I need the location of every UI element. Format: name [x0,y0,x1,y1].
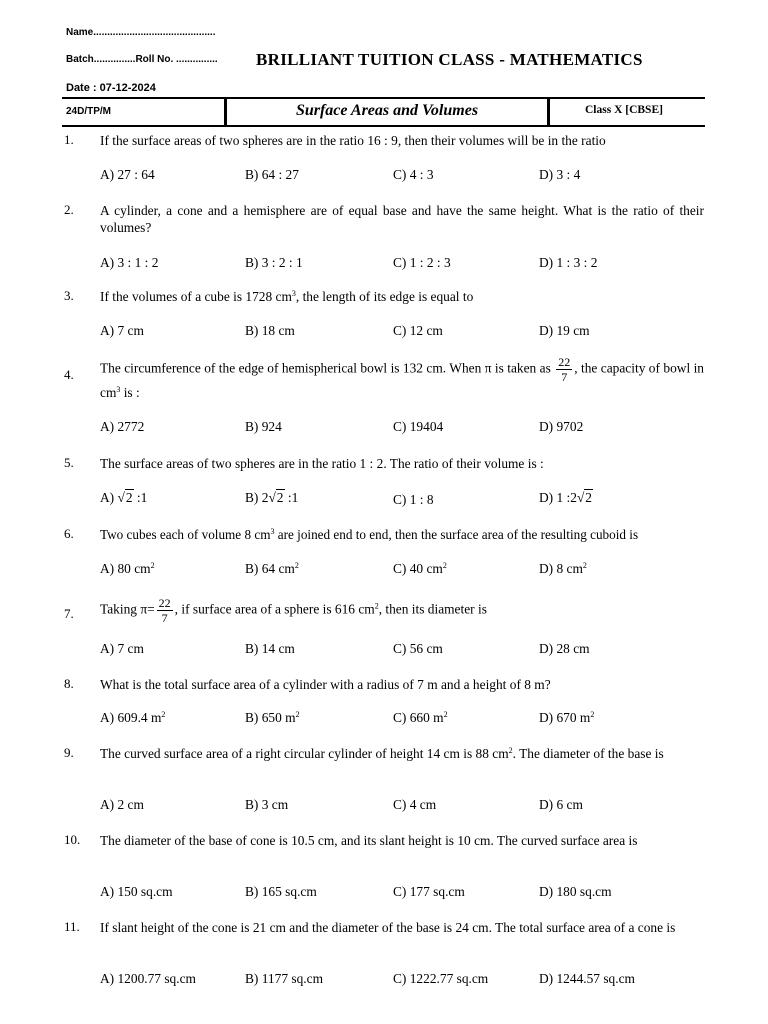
option-a: A) 80 $cm^2$ [100,561,155,576]
option-a: A) 150 sq.cm [100,884,173,899]
header-rule-top [62,97,705,99]
question-number: 9. [64,745,74,760]
option-c: C) 4 cm [393,797,437,812]
name-field-label: Name............................................ [66,27,216,38]
option-c: C) 1 : 8 [393,492,434,507]
option-c: C) 4 : 3 [393,167,434,182]
option-c: C) 660 $m^2$ [393,710,448,725]
question-text: The surface areas of two spheres are in the ratio 1 : 2. The ratio of their volume is : [100,456,544,471]
question-text: If the surface areas of two spheres are in the ratio 16 : 9, then their volumes will be in the ratio [100,133,606,148]
option-c: C) 12 cm [393,323,443,338]
option-c: C) 1222.77 sq.cm [393,971,489,986]
question-text: If slant height of the cone is 21 cm and the diameter of the base is 24 cm. The total surface area of a cone is [100,920,676,935]
question-number: 7. [64,606,74,621]
option-d: D) 9702 [539,419,584,434]
option-b: B) 64 $cm^2$ [245,561,299,576]
date-label: Date : 07-12-2024 [66,82,156,94]
question-text: A cylinder, a cone and a hemisphere are of equal base and have the same height. What is the ratio of their volumes? [100,203,704,235]
option-d: D) 180 sq.cm [539,884,612,899]
option-d: D) 6 cm [539,797,583,812]
option-c: C) 1 : 2 : 3 [393,255,451,270]
option-d: D) 19 cm [539,323,590,338]
option-b: B) 14 cm [245,641,295,656]
option-d: D) 670 $m^2$ [539,710,595,725]
option-b: B) 650 $m^2$ [245,710,300,725]
question-text: Taking π= $\frac{22}{7}$ , if surface area of a sphere is 616 $cm^2$, then its diameter is [100,596,487,625]
question-text: The diameter of the base of cone is 10.5 cm, and its slant height is 10 cm. The curved surface area is [100,833,638,848]
option-b: B) 18 cm [245,323,295,338]
option-d: D) 28 cm [539,641,590,656]
question-text: Two cubes each of volume 8 $cm^3$ are joined end to end, then the surface area of the resulting cuboid is [100,527,639,542]
option-a: A) 27 : 64 [100,167,155,182]
option-a: A) 1200.77 sq.cm [100,971,196,986]
fraction-22-over-7: $\frac{22}{7}$ [558,355,571,384]
sqrt-symbol: √2 [268,490,284,505]
question-text: What is the total surface area of a cylinder with a radius of 7 m and a height of 8 m? [100,677,551,692]
question-number: 8. [64,676,74,691]
option-d: D) 1 :2√2 [539,490,592,505]
question-number: 1. [64,132,74,147]
question-number: 10. [64,832,81,847]
option-c: C) 19404 [393,419,444,434]
sqrt-symbol: √2 [576,490,592,505]
option-d: D) 1 : 3 : 2 [539,255,598,270]
option-b: B) 3 : 2 : 1 [245,255,303,270]
option-c: C) 177 sq.cm [393,884,465,899]
question-number: 11. [64,919,80,934]
option-a: A) 7 cm [100,323,144,338]
option-b: B) 165 sq.cm [245,884,317,899]
option-b: B) 64 : 27 [245,167,299,182]
header-divider-right [547,99,550,125]
question-number: 6. [64,526,74,541]
option-c: C) 40 $cm^2$ [393,561,447,576]
option-a: A) 7 cm [100,641,144,656]
header-divider-left [224,99,227,125]
option-c: C) 56 cm [393,641,443,656]
question-text: The circumference of the edge of hemispherical bowl is 132 cm. When π is taken as $\frac{22}{7}$ , the capacity of bowl in $cm^3$ is : [100,355,704,400]
option-b: B) 2√2 :1 [245,490,299,505]
question-text: If the volumes of a cube is 1728 $cm^3$, the length of its edge is equal to [100,289,474,304]
paper-code: 24D/TP/M [66,106,112,117]
option-a: A) 609.4 $m^2$ [100,710,166,725]
option-b: B) 1177 sq.cm [245,971,323,986]
option-a: A) 2 cm [100,797,144,812]
topic-title: Surface Areas and Volumes [295,102,479,119]
class-label: Class X [CBSE] [585,104,663,116]
option-a: A) 2772 [100,419,145,434]
question-number: 5. [64,455,74,470]
option-d: D) 3 : 4 [539,167,581,182]
option-d: D) 8 $cm^2$ [539,561,587,576]
question-number: 4. [64,367,74,382]
question-number: 3. [64,288,74,303]
option-a: A) √2 :1 [100,490,148,505]
page-title: BRILLIANT TUITION CLASS - MATHEMATICS [256,50,643,69]
header-rule-bottom [62,125,705,127]
option-b: B) 3 cm [245,797,289,812]
question-number: 2. [64,202,74,217]
sqrt-symbol: √2 [117,490,133,505]
question-text: The curved surface area of a right circular cylinder of height 14 cm is 88 $cm^2$. The diameter of the base is [100,746,664,761]
option-b: B) 924 [245,419,282,434]
batch-roll-label: Batch...............Roll No. ............... [66,54,218,65]
fraction-22-over-7: $\frac{22}{7}$ [158,596,171,625]
option-a: A) 3 : 1 : 2 [100,255,159,270]
option-d: D) 1244.57 sq.cm [539,971,635,986]
